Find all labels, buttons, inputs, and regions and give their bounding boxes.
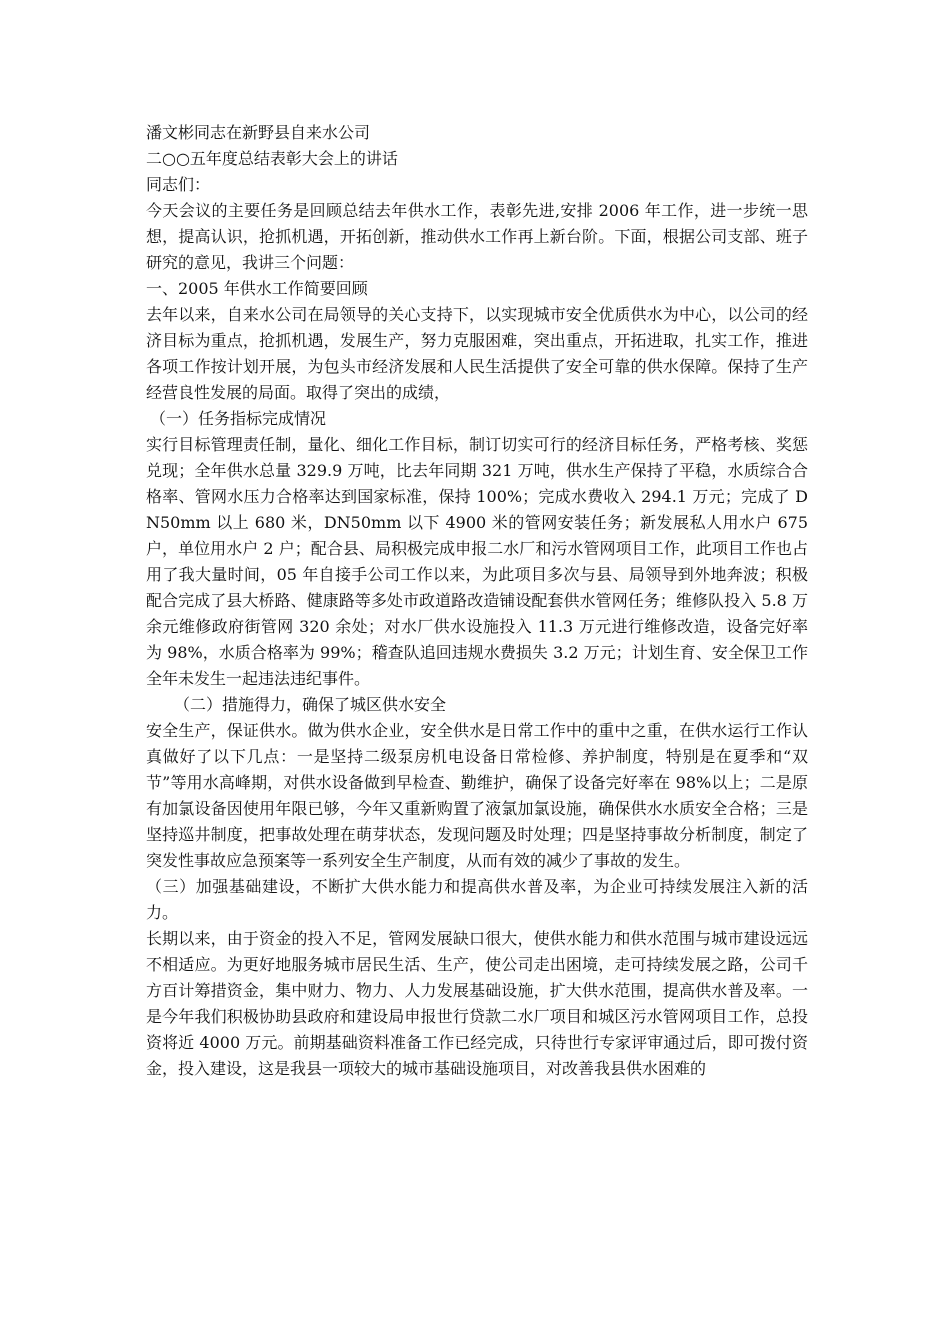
subsection-3-paragraph: 长期以来，由于资金的投入不足，管网发展缺口很大，使供水能力和供水范围与城市建设远远不相适应。为更好地服务城市居民生活、生产，使公司走出困境，走可持续发展之路，公司千方百计筹措资金，集中财力、物力、人力发展基础设施，扩大供水范围，提高供水普及率。一是今年我们积极协助县政府和建设局申报世行贷款二水厂项目和城区污水管网项目工作，总投资将近 4000 万元。前期基础资料准备工作已经完成，只待世行专家评审通过后，即可拨付资金，投入建设，这是我县一项较大的城市基础设施项目，对改善我县供水困难的 — [146, 929, 808, 1078]
section-1-heading: 一、2005 年供水工作简要回顾 — [146, 279, 368, 298]
document-page — [146, 120, 808, 1082]
salutation: 同志们： — [146, 175, 211, 194]
title-line-2: 二○○五年度总结表彰大会上的讲话 — [146, 149, 398, 168]
subsection-2-paragraph: 安全生产，保证供水。做为供水企业，安全供水是日常工作中的重中之重，在供水运行工作认真做好了以下几点：一是坚持二级泵房机电设备日常检修、养护制度，特别是在夏季和“双节”等用水高峰期，对供水设备做到早检查、勤维护，确保了设备完好率在 98%以上；二是原有加氯设备因使用年限已够，今年又重新购置了液氯加氯设施，确保供水水质安全合格；三是坚持巡井制度，把事故处理在萌芽状态，发现问题及时处理；四是坚持事故分析制度，制定了突发性事故应急预案等一系列安全生产制度，从而有效的减少了事故的发生。 — [146, 721, 808, 870]
subsection-1-paragraph: 实行目标管理责任制，量化、细化工作目标，制订切实可行的经济目标任务，严格考核、奖惩兑现；全年供水总量 329.9 万吨，比去年同期 321 万吨，供水生产保持了平稳，水质综合合格率、管网水压力合格率达到国家标准，保持 100%；完成水费收入 294.1 万元；完成了 DN50mm 以上 680 米，DN50mm 以下 4900 米的管网安装任务；新发展私人用水户 675 户，单位用水户 2 户；配合县、局积极完成申报二水厂和污水管网项目工作，此项目工作也占用了我大量时间，05 年自接手公司工作以来，为此项目多次与县、局领导到外地奔波；积极配合完成了县大桥路、健康路等多处市政道路改造铺设配套供水管网任务；维修队投入 5.8 万余元维修政府街管网 320 余处；对水厂供水设施投入 11.3 万元进行维修改造，设备完好率为 98%，水质合格率为 99%；稽查队追回违规水费损失 3.2 万元；计划生育、安全保卫工作全年未发生一起违法违纪事件。 — [146, 435, 808, 688]
subsection-2-heading: （二）措施得力，确保了城区供水安全 — [174, 695, 447, 714]
subsection-3-heading: （三）加强基础建设，不断扩大供水能力和提高供水普及率，为企业可持续发展注入新的活力。 — [146, 877, 808, 922]
title-line-1: 潘文彬同志在新野县自来水公司 — [146, 123, 371, 142]
subsection-1-heading: （一）任务指标完成情况 — [150, 409, 327, 428]
section-1-paragraph: 去年以来，自来水公司在局领导的关心支持下，以实现城市安全优质供水为中心，以公司的经济目标为重点，抢抓机遇，发展生产，努力克服困难，突出重点，开拓进取，扎实工作，推进各项工作按计划开展，为包头市经济发展和人民生活提供了安全可靠的供水保障。保持了生产经营良性发展的局面。取得了突出的成绩， — [146, 305, 808, 402]
intro-paragraph: 今天会议的主要任务是回顾总结去年供水工作，表彰先进,安排 2006 年工作，进一步统一思想，提高认识，抢抓机遇，开拓创新，推动供水工作再上新台阶。下面，根据公司支部、班子研究的意见，我讲三个问题： — [146, 201, 808, 272]
